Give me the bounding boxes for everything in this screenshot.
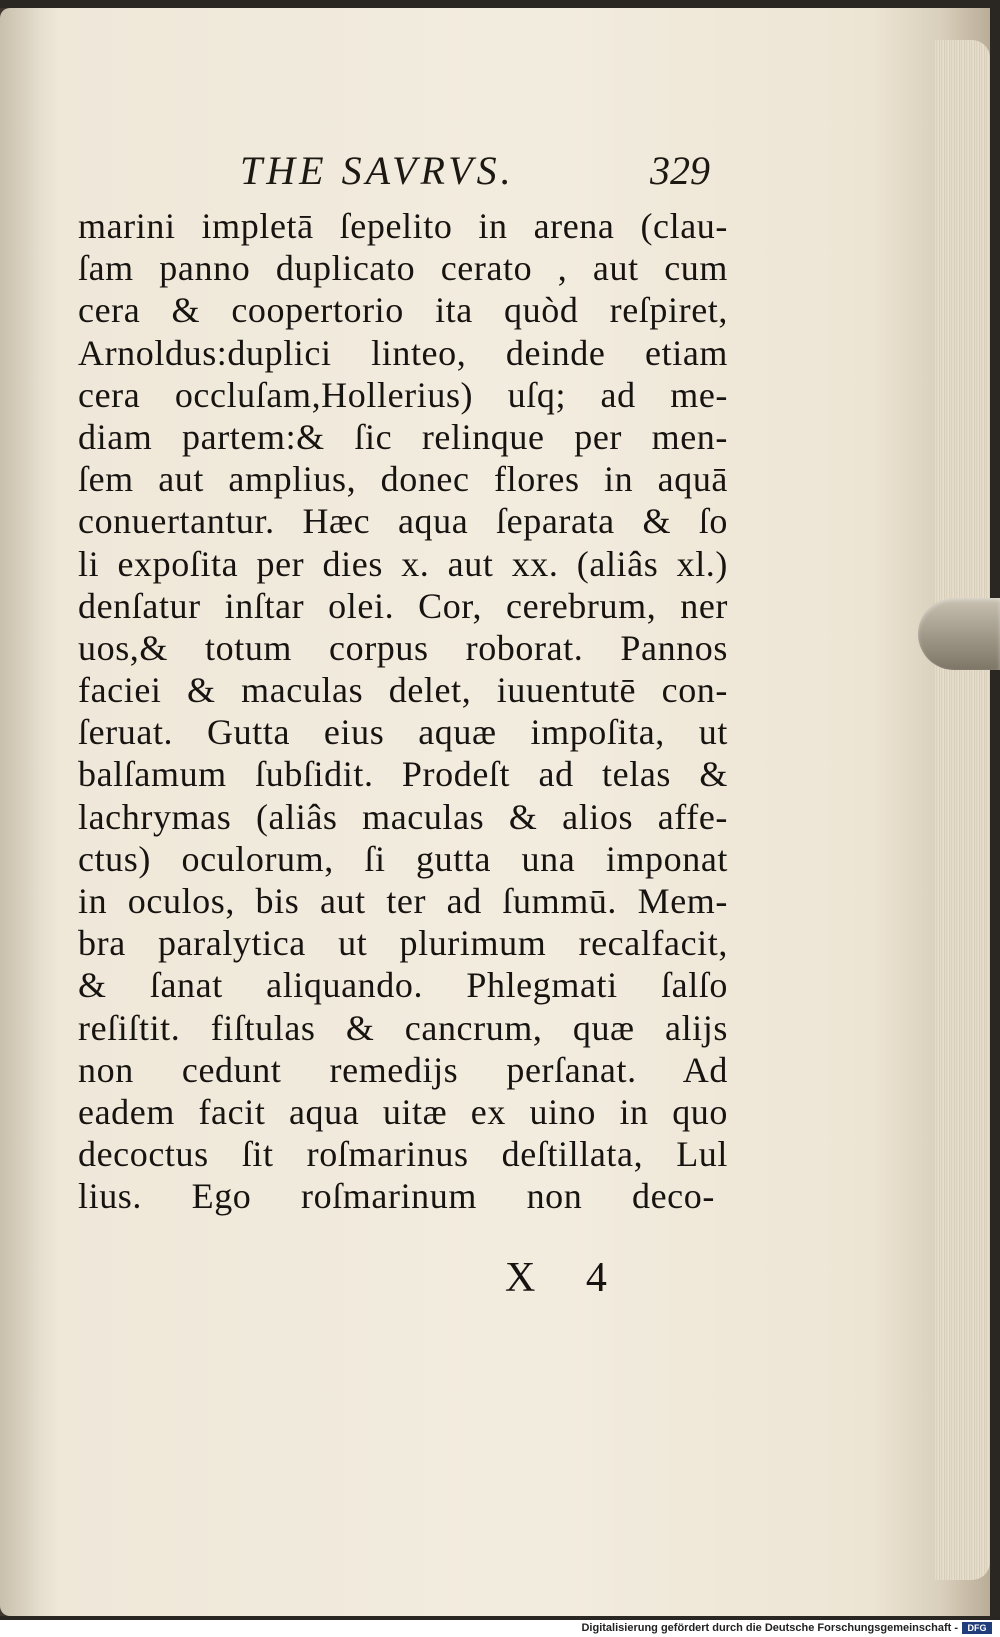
- text-line: balſamum ſubſidit. Prodeſt ad telas &: [78, 754, 728, 795]
- text-line: decoctus ſit roſmarinus deſtillata, Lul: [78, 1134, 728, 1175]
- signature-mark: X 4: [505, 1255, 627, 1301]
- text-line: & ſanat aliquando. Phlegmati ſalſo: [78, 965, 728, 1006]
- text-line: lachrymas (aliâs maculas & alios affe-: [78, 796, 728, 837]
- text-line: reſiſtit. fiſtulas & cancrum, quæ alijs: [78, 1007, 728, 1048]
- dfg-logo: DFG: [962, 1622, 992, 1634]
- text-line: ſem aut amplius, donec flores in aquā: [78, 459, 728, 500]
- text-line: conuertantur. Hæc aqua ſeparata & ſo: [78, 501, 728, 542]
- text-line: ctus) oculorum, ſi gutta una imponat: [78, 838, 728, 879]
- text-line: uos,& totum corpus roborat. Pannos: [78, 627, 728, 668]
- footer-credit: Digitalisierung gefördert durch die Deutsche Forschungsgemeinschaft -: [581, 1622, 958, 1634]
- text-line: faciei & maculas delet, iuuentutē con-: [78, 670, 728, 711]
- text-line: ſam panno duplicato cerato , aut cum: [78, 248, 728, 289]
- text-line: ſeruat. Gutta eius aquæ impoſita, ut: [78, 712, 728, 753]
- page-header: [240, 148, 710, 194]
- text-line: eadem facit aqua uitæ ex uino in quo: [78, 1091, 728, 1132]
- page-edges: [935, 40, 990, 1580]
- text-line: marini impletā ſepelito in arena (clau-: [78, 206, 728, 246]
- digitization-footer: [0, 1620, 1000, 1637]
- running-head: THE SAVRVS.: [240, 148, 515, 193]
- body-text: [78, 205, 728, 1218]
- page-number: 329: [650, 148, 710, 193]
- text-line: Arnoldus:duplici linteo, deinde etiam: [78, 332, 728, 373]
- text-line: cera occluſam,Hollerius) uſq; ad me-: [78, 374, 728, 415]
- text-line: in oculos, bis aut ter ad ſummū. Mem-: [78, 881, 728, 921]
- text-line: li expoſita per dies x. aut xx. (aliâs xl.): [78, 543, 728, 584]
- text-line: non cedunt remedijs perſanat. Ad: [78, 1049, 728, 1090]
- text-line: lius. Ego roſmarinum non deco-: [78, 1176, 715, 1217]
- text-line: bra paralytica ut plurimum recalfacit,: [78, 923, 728, 964]
- text-line: cera & coopertorio ita quòd reſpiret,: [78, 290, 728, 331]
- gutter-shadow: [0, 8, 60, 1616]
- bookmark-clip: [918, 598, 1000, 670]
- text-line: denſatur inſtar olei. Cor, cerebrum, ner: [78, 585, 728, 626]
- text-line: diam partem:& ſic relinque per men-: [78, 416, 728, 457]
